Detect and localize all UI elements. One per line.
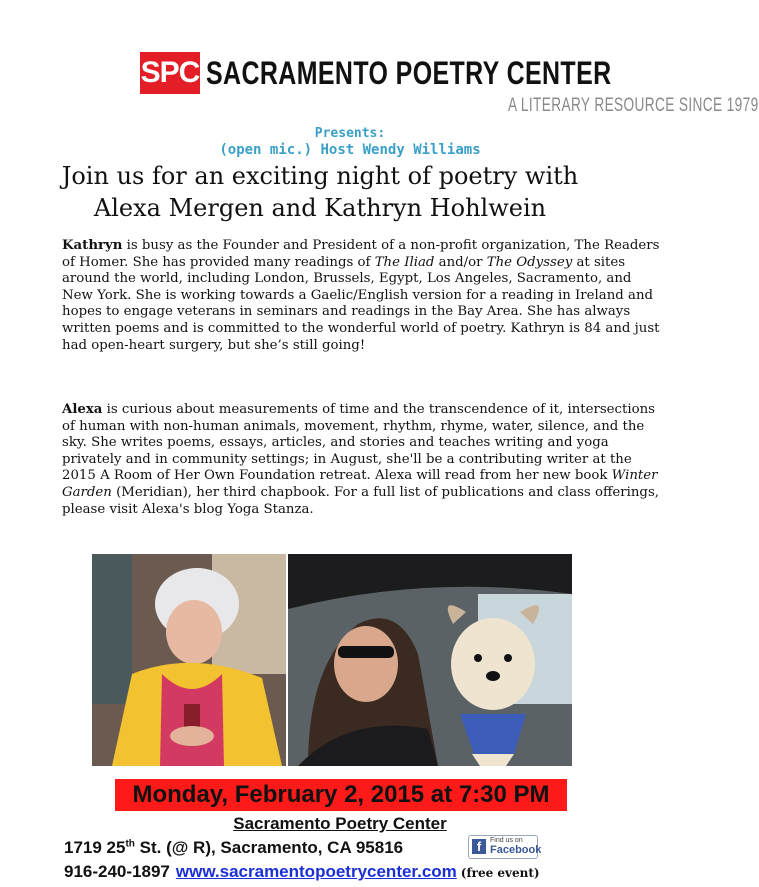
logo-abbr: SPC — [140, 52, 200, 94]
alexa-text-2: (Meridian), her third chapbook. For a full list of publications and class offerings, please visit Alexa's blog Yoga Stanza. — [62, 484, 659, 517]
event-date-banner: Monday, February 2, 2015 at 7:30 PM — [115, 779, 567, 811]
kathryn-text-2: and/or — [434, 254, 487, 270]
presents-label: Presents: — [314, 126, 386, 141]
kathryn-text-3: at sites around the world, including London, Brussels, Egypt, Los Angeles, Sacramento, and New York. She is working towards a Gaelic/English version for a reading in Ireland and hopes to engage veterans in seminars and readings in the Bay Area. She has always written poems and is committed to the wonderful world of poetry. Kathryn is 84 and just had open-heart surgery, but she’s still going! — [62, 254, 660, 353]
kathryn-text-1: is busy as the Founder and President of a non-profit organization, The Readers of Homer. She has provided many readings of — [62, 238, 660, 270]
book-title: Winter Garden — [62, 468, 658, 500]
alexa-text-1: is curious about measurements of time and the transcendence of it, intersections of human with non-human animals, movement, rhythm, rhyme, water, silence, and the sky. She writes poems, essays, articles, and stories and teaches writing and yoga privately and in community settings; in August, she'll be a contributing writer at the 2015 A Room of Her Own Foundation retreat. Alexa will read from her new book — [62, 402, 655, 484]
venue-name: Sacramento Poetry Center — [233, 814, 447, 833]
alexa-name: Alexa — [62, 402, 103, 417]
kathryn-photo — [92, 554, 286, 766]
alexa-bio — [62, 402, 662, 518]
odyssey-title: The Odyssey — [486, 254, 573, 270]
kathryn-bio — [62, 238, 662, 354]
kathryn-photo-drawing — [92, 554, 286, 766]
address-sup: th — [125, 838, 135, 850]
logo-name: SACRAMENTO POETRY CENTER — [206, 55, 612, 91]
iliad-title: The Iliad — [374, 254, 435, 270]
headline-line-2: Alexa Mergen and Kathryn Hohlwein — [93, 194, 547, 222]
facebook-big-text: Facebook — [490, 844, 542, 856]
headline-line-1: Join us for an exciting night of poetry with — [61, 162, 579, 190]
logo-tagline: A LITERARY RESOURCE SINCE 1979 — [508, 95, 759, 116]
phone-number: 916-240-1897 — [64, 862, 170, 881]
headline — [0, 160, 640, 224]
facebook-small-text: Find us on — [490, 837, 523, 844]
facebook-icon: f — [472, 839, 486, 854]
address-post: St. (@ R), Sacramento, CA 95816 — [134, 838, 404, 857]
address-pre: 1719 25 — [64, 838, 126, 857]
address — [64, 838, 403, 858]
kathryn-name: Kathryn — [62, 238, 123, 253]
contact-line — [64, 862, 540, 882]
free-event-note: (free event) — [460, 866, 540, 880]
host-line: (open mic.) Host Wendy Williams — [219, 142, 481, 158]
photo-strip — [92, 554, 572, 766]
website-link[interactable]: www.sacramentopoetrycenter.com — [175, 862, 457, 881]
alexa-photo — [288, 554, 572, 766]
alexa-photo-drawing — [288, 554, 572, 766]
facebook-badge[interactable] — [468, 835, 542, 859]
